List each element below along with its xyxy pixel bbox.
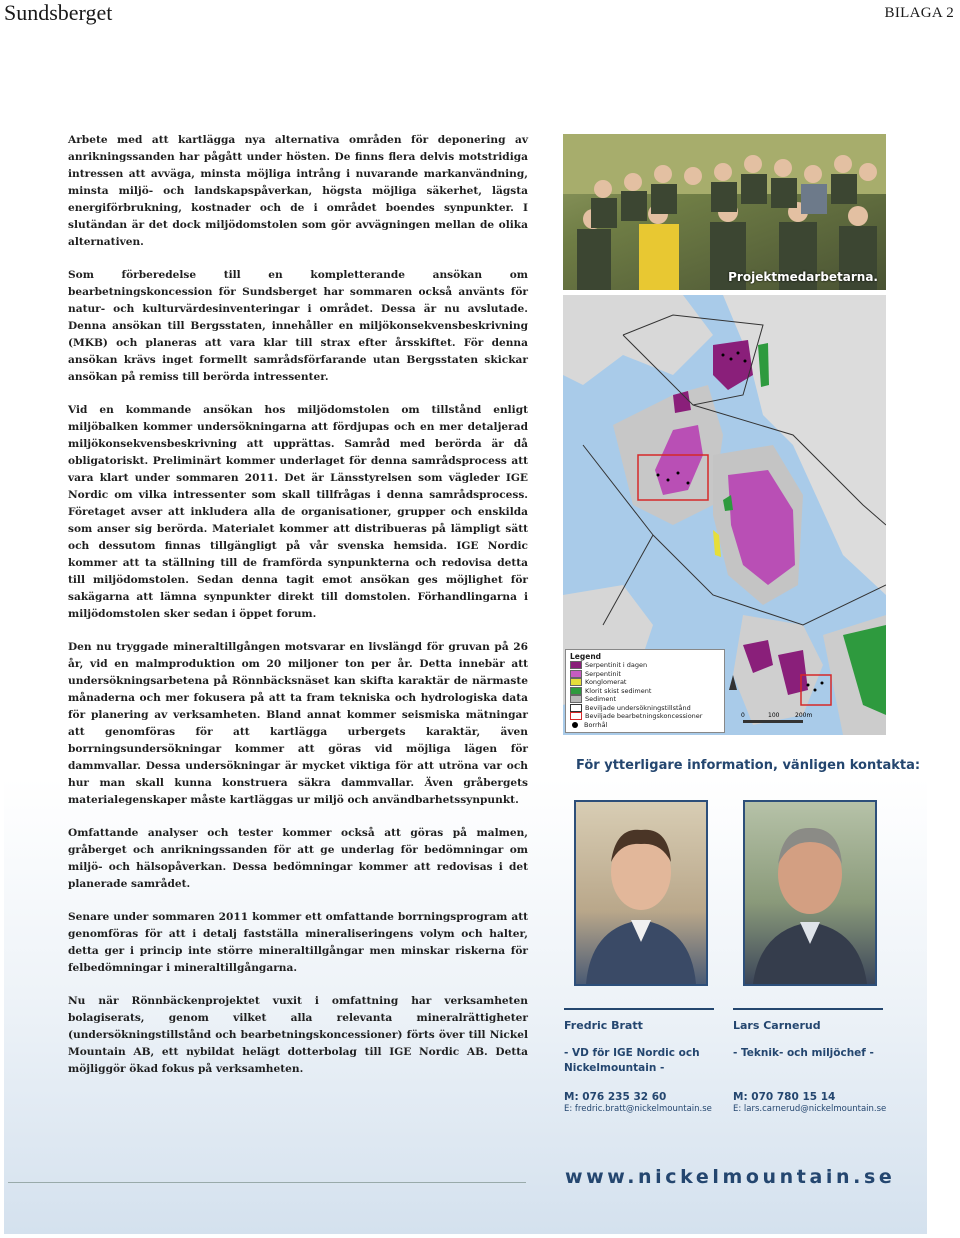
legend-row	[570, 712, 720, 721]
paragraph: Omfattande analyser och tester kommer också att göras på malmen, gråberget och anrikningssanden för att ge underlag för bedömningar om miljö- och hälsopåverkan. Dessa bedömningar kommer att redovisas i det planerade samrådet.	[68, 827, 528, 890]
contact-divider	[564, 1008, 714, 1010]
contact-name: Lars Carnerud	[733, 1019, 821, 1032]
paragraph: Senare under sommaren 2011 kommer ett omfattande borrningsprogram att genomföras för att i detalj fastställa mineraliseringens volym och halter, detta ger i princip inte större mineraltillgångar men minskar riskerna för felbedömningar i mineraltillgångarna.	[68, 911, 528, 974]
legend-row	[570, 721, 720, 730]
legend-label: Serpentinit i dagen	[585, 661, 648, 669]
legend-swatch	[570, 661, 582, 669]
portrait-fredric-bratt	[574, 800, 708, 986]
contact-card-lars	[733, 1019, 908, 1114]
legend-swatch	[570, 712, 582, 720]
contact-name: Fredric Bratt	[564, 1019, 643, 1032]
scale-bar	[743, 720, 803, 723]
footer-rule	[8, 1182, 526, 1184]
scale-label: 0	[741, 712, 745, 719]
paragraph: Som förberedelse till en kompletterande ansökan om bearbetningskoncession för Sundsberget har sommaren också använts för natur- och kulturvärdesinventeringar i området. Dessa är nu avslutade. Denna ansökan till Bergsstaten, innehåller en miljökonsekvensbeskrivning (MKB) och planeras att vara klar till strax efter årsskiftet. För denna ansökan krävs inget formellt samrådsförfarande utan Bergsstaten skickar ansökan på remiss till berörda intressenter.	[68, 269, 528, 383]
website-link[interactable]: www.nickelmountain.se	[565, 1166, 896, 1188]
paragraph: Den nu tryggade mineraltillgången motsvarar en livslängd för gruvan på 26 år, vid en malmproduktion om 20 miljoner ton per år. Detta innebär att undersökningsarbetena på Rönnbäcksnäset kan skifta karaktär de närmaste månaderna och mer fokusera på att ta fram tekniska och hydrologiska data för planering av verksamheten. Bland annat kommer seismiska mätningar att genomföras för att kartlägga urbergets karaktär, även borrningsundersökningar kommer att göras vid möjliga lägen för dammvallar. Dessa undersökningar är mycket viktiga för att utröna var och hur man skall kunna konstruera säkra dammvallar. Även gråbergets materialegenskaper måste kartläggas ur miljö och användbarhetssynpunkt.	[68, 641, 528, 806]
legend-row	[570, 687, 720, 696]
contact-role: - VD för IGE Nordic och Nickelmountain -	[564, 1047, 700, 1074]
legend-row	[570, 678, 720, 687]
contact-email[interactable]: E: lars.carnerud@nickelmountain.se	[733, 1104, 887, 1114]
legend-row	[570, 661, 720, 670]
contact-divider	[733, 1008, 883, 1010]
team-photo	[563, 134, 886, 290]
drill-hole-icon	[572, 722, 578, 728]
legend-label: Klorit skist sediment	[585, 686, 652, 695]
contact-heading: För ytterligare information, vänligen kontakta:	[576, 758, 921, 773]
paragraph: Nu när Rönnbäckenprojektet vuxit i omfattning har verksamheten bolagiserats, genom vilket alla relevanta mineralrättigheter (undersökningstillstånd och bearbetningskoncessioner) förts över till Nickel Mountain AB, ett nybildat helägt dotterbolag till IGE Nordic AB. Detta möjliggör ökad fokus på verksamheten.	[68, 995, 528, 1075]
legend-row	[570, 704, 720, 713]
legend-title: Legend	[570, 651, 602, 661]
portrait-image	[576, 802, 706, 984]
legend-swatch	[570, 695, 582, 703]
body-text-column	[68, 132, 528, 1094]
contact-phone: M: 070 780 15 14	[733, 1091, 836, 1103]
legend-label: Konglomerat	[585, 678, 627, 686]
legend-row	[570, 695, 720, 704]
contact-role: - Teknik- och miljöchef -	[733, 1047, 874, 1059]
legend-swatch	[570, 670, 582, 678]
legend-label: Serpentinit	[585, 669, 621, 678]
legend-swatch	[570, 704, 582, 712]
scale-label: 100	[768, 712, 780, 719]
contact-phone: M: 076 235 32 60	[564, 1091, 667, 1103]
map-legend	[565, 649, 725, 734]
team-photo-image	[563, 134, 886, 290]
geology-map	[563, 295, 886, 735]
legend-label: Beviljade bearbetningskoncessioner	[585, 712, 703, 720]
legend-label: Borrhål	[584, 720, 608, 729]
legend-swatch	[570, 678, 582, 686]
page-header-title: Sundsberget	[4, 0, 113, 25]
portrait-lars-carnerud	[743, 800, 877, 986]
paragraph: Vid en kommande ansökan hos miljödomstolen om tillstånd enligt miljöbalken kommer undersökningarna att fördjupas och en mer detaljerad miljökonsekvensbeskrivning att upprättas. Samråd med berörda är då obligatoriskt. Preliminärt kommer underlaget för denna samrådsprocess att vara klart under sommaren 2011. Det är Länsstyrelsen som vägleder IGE Nordic om vilka intressenter som skall tillfrågas i denna samrådsprocess. Företaget avser att inkludera alla de organisationer, grupper och enskilda som anser sig berörda. Materialet kommer att distribueras på lämpligt sätt och dessutom finnas tillgängligt på vår svenska hemsida. IGE Nordic kommer att ta ställning till de framförda synpunkterna och redovisa detta till miljödomstolen. Sedan denna tagit emot ansökan ges möjlighet för sakägarna att lämna synpunkter direkt till domstolen. Förhandlingarna i miljödomstolen sker sedan i öppet forum.	[68, 404, 528, 620]
paragraph: Arbete med att kartlägga nya alternativa områden för deponering av anrikningssanden har pågått under hösten. De finns flera delvis motstridiga intressen att avväga, minsta möjliga intrång i nuvarande markanvändning, minsta miljö- och landskapspåverkan, högsta möjliga säkerhet, lägsta energiförbrukning, kostnader och de i området boendes synpunkter. I slutändan är det dock miljödomstolen som gör avvägningen mellan de olika alternativen.	[68, 134, 528, 248]
portrait-image	[745, 802, 875, 984]
legend-row	[570, 670, 720, 679]
legend-label: Beviljade undersökningstillstånd	[585, 703, 691, 712]
yellow-jacket	[639, 224, 679, 290]
legend-label: Sediment	[585, 695, 617, 703]
page-header-annex: BILAGA 2	[884, 5, 954, 21]
scale-label: 200m	[795, 712, 813, 719]
contact-card-fredric	[564, 1019, 724, 1114]
photo-caption: Projektmedarbetarna.	[728, 270, 878, 284]
contact-email[interactable]: E: fredric.bratt@nickelmountain.se	[564, 1104, 712, 1114]
legend-swatch	[570, 687, 582, 695]
